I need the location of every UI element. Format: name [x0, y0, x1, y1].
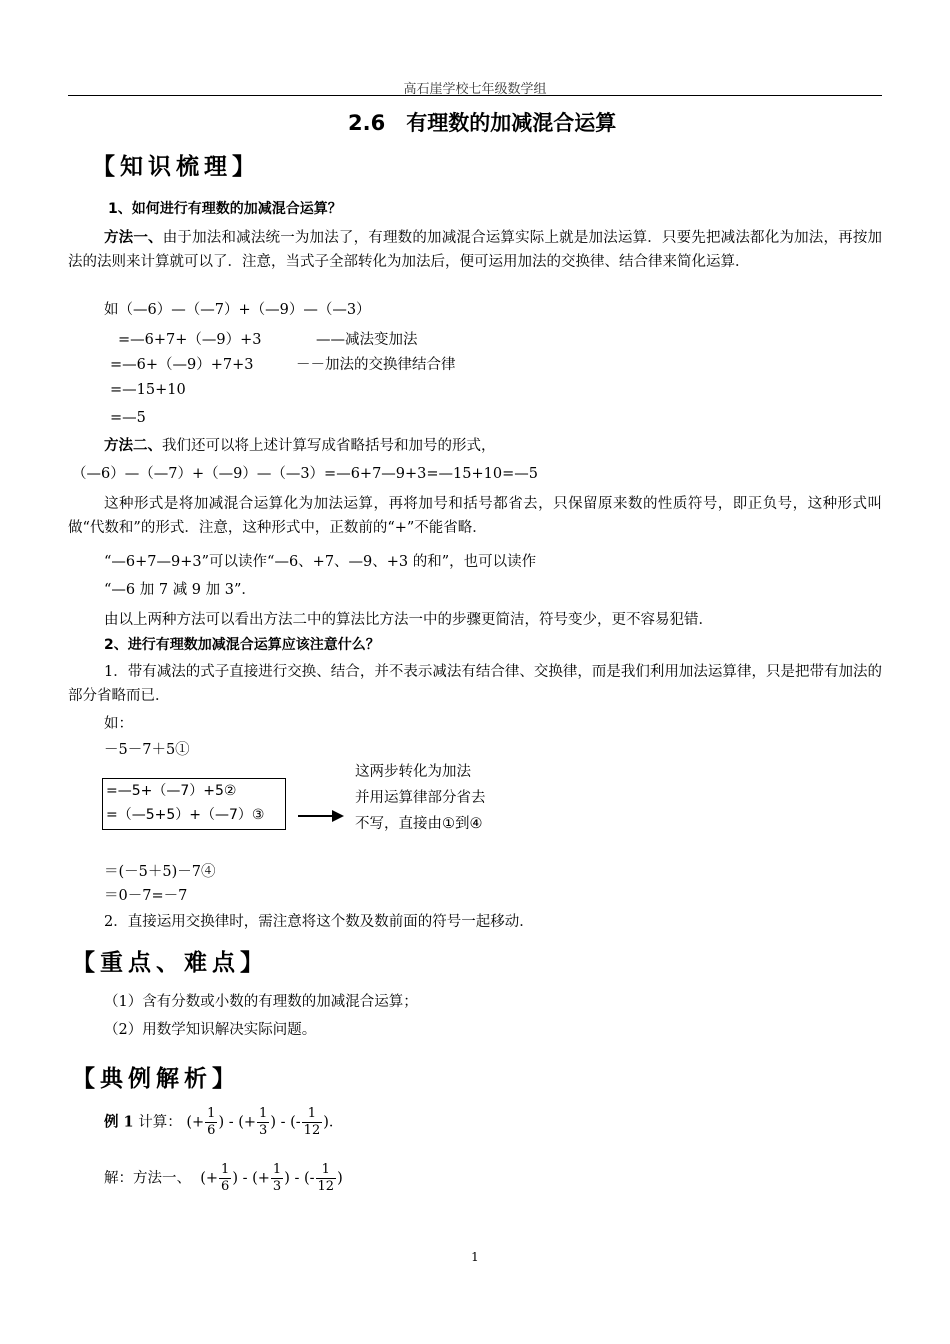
arrow-note-3: 不写，直接由①到④ — [355, 816, 483, 832]
right-arrow-icon — [296, 808, 346, 824]
fraction-one-third: $\frac{1}{3}$ — [259, 1106, 268, 1138]
method-1-paragraph — [68, 226, 882, 274]
method-1-label: 方法一、 — [104, 229, 163, 246]
example-1 — [104, 1106, 343, 1139]
reading-line-2: “—6 加 7 减 9 加 3”． — [104, 582, 256, 598]
section-heading-examples: 【典例解析】 — [72, 1066, 240, 1092]
arrow-note-2: 并用运算律部分省去 — [355, 790, 486, 806]
method-2-label: 方法二、 — [104, 437, 162, 454]
method-2-expression: （—6）—（—7）+（—9）—（—3）=—6+7—9+3=—15+10=—5 — [72, 466, 538, 482]
steps-box — [102, 778, 286, 830]
section-heading-knowledge: 【知识梳理】 — [92, 154, 260, 180]
example-1-prefix: 计算： — [138, 1114, 182, 1131]
header-rule — [68, 95, 882, 96]
page-title: 2.6 有理数的加减混合运算 — [348, 111, 617, 135]
solution-line — [104, 1162, 343, 1195]
comparison-text: 由以上两种方法可以看出方法二中的算法比方法一中的步骤更简洁，符号变少，更不容易犯错． — [104, 612, 713, 628]
page-header: 高石崖学校七年级数学组 — [403, 82, 547, 97]
key-point-2: （2）用数学知识解决实际问题。 — [104, 1022, 317, 1038]
example-line-1: 如（—6）—（—7）+（—9）—（—3） — [104, 302, 371, 318]
point-2-text: 2．直接运用交换律时，需注意将这个数及数前面的符号一起移动． — [104, 914, 534, 930]
method-2-text: 我们还可以将上述计算写成省略括号和加号的形式， — [162, 438, 496, 454]
fraction-one-third: $\frac{1}{3}$ — [272, 1162, 282, 1194]
paren-open: (+ — [186, 1114, 205, 1131]
operator-minus: ) - (- — [270, 1114, 301, 1131]
example-note-1: ——减法变加法 — [316, 332, 418, 348]
example-line-2: =—6+7+（—9）+3 — [118, 332, 262, 348]
operator-minus: ) - (+ — [218, 1114, 257, 1131]
example-line-5: =—5 — [110, 410, 146, 426]
example-line-4: =—15+10 — [110, 382, 186, 398]
algebraic-sum-paragraph: 这种形式是将加减混合运算化为加法运算，再将加号和括号都省去，只保留原来数的性质符号，即正负号，这种形式叫做“代数和”的形式．注意，这种形式中，正数前的“+”不能省略． — [68, 496, 882, 536]
expr-step-5: ＝0－7=－7 — [104, 888, 188, 904]
fraction-one-sixth: $\frac{1}{6}$ — [221, 1162, 230, 1194]
example-note-2: －－加法的交换律结合律 — [296, 357, 456, 373]
fraction-one-twelfth: $\frac{1}{12}$ — [303, 1106, 321, 1138]
section-heading-key-points: 【重点、难点】 — [72, 950, 268, 976]
example-1-label: 例 1 — [104, 1113, 134, 1131]
page-number: 1 — [471, 1250, 479, 1264]
paren-close: )． — [323, 1114, 344, 1131]
expr-step-4: ＝(－5＋5)－7④ — [104, 864, 216, 880]
reading-line-1: “—6+7—9+3”可以读作“—6、+7、—9、+3 的和”，也可以读作 — [104, 554, 537, 570]
method-1-text: 由于加法和减法统一为加法了，有理数的加减混合运算实际上就是加法运算．只要先把减法都化为加法，再按加法的法则来计算就可以了．注意，当式子全部转化为加法后，便可运用加法的交换律、结合律来简化运算． — [68, 230, 882, 270]
example-line-3: =—6+（—9）+7+3 — [110, 357, 254, 373]
fraction-one-sixth: $\frac{1}{6}$ — [207, 1106, 216, 1138]
solution-label: 解：方法一、 — [104, 1170, 191, 1187]
point-1-paragraph: 1．带有减法的式子直接进行交换、结合，并不表示减法有结合律、交换律，而是我们利用加法运算律，只是把带有加法的部分省略而已． — [68, 664, 882, 704]
operator-minus: ) - (+ — [232, 1170, 270, 1187]
paren-open: (+ — [200, 1170, 219, 1187]
expr-step-1: －5－7＋5① — [104, 742, 190, 758]
expr-step-3: =（—5+5）+（—7）③ — [106, 807, 265, 823]
key-point-1: （1）含有分数或小数的有理数的加减混合运算； — [104, 994, 418, 1010]
ru-label: 如： — [104, 716, 133, 732]
method-2-line — [104, 434, 496, 458]
paren-close: ) — [337, 1170, 343, 1187]
operator-minus: ) - (- — [284, 1170, 315, 1187]
arrow-note-1: 这两步转化为加法 — [355, 764, 471, 780]
question-1: 1、如何进行有理数的加减混合运算？ — [108, 201, 342, 217]
expr-step-2: =—5+（—7）+5② — [106, 783, 237, 799]
question-2: 2、进行有理数加减混合运算应该注意什么？ — [104, 637, 380, 653]
fraction-one-twelfth: $\frac{1}{12}$ — [317, 1162, 335, 1194]
